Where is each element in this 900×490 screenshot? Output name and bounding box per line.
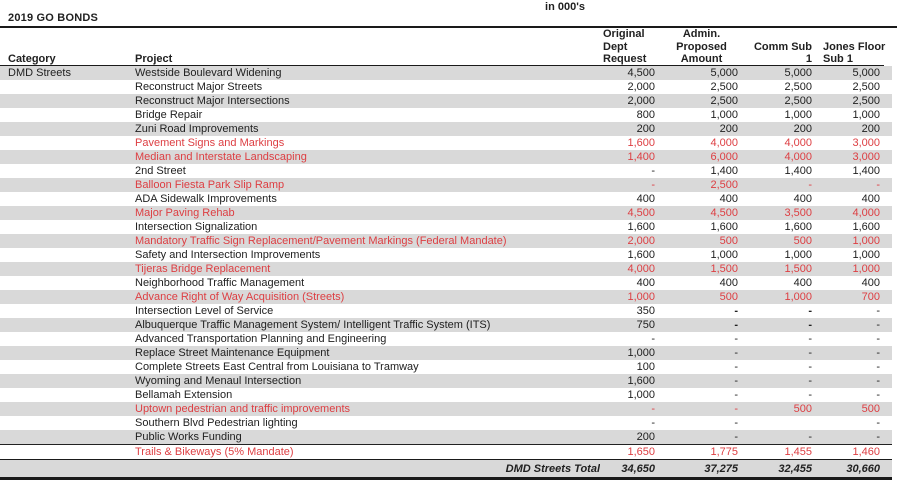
table-row — [0, 80, 892, 94]
project-cell: Trails & Bikeways (5% Mandate) — [135, 446, 294, 458]
value-cell: - — [876, 361, 880, 373]
value-cell: - — [808, 333, 812, 345]
header-line: Jones Floor — [823, 40, 886, 53]
value-cell — [746, 416, 820, 430]
project-cell: Neighborhood Traffic Management — [135, 277, 305, 289]
category-cell — [8, 164, 135, 178]
table-row — [0, 290, 892, 304]
table-row — [0, 234, 892, 248]
value-cell: 400 — [861, 193, 880, 205]
value-cell: 2,500 — [852, 95, 880, 107]
value-cell: 1,600 — [852, 221, 880, 233]
category-cell — [8, 430, 135, 444]
col-header-comm-sub-1: Comm Sub 1 — [753, 40, 812, 65]
value-cell: 3,000 — [852, 137, 880, 149]
category-cell — [8, 304, 135, 318]
total-row — [0, 459, 892, 480]
value-cell: - — [808, 179, 812, 191]
value-cell: 200 — [793, 123, 812, 135]
value-cell: 1,600 — [627, 221, 655, 233]
table-row — [0, 192, 892, 206]
table-rows — [0, 66, 892, 458]
project-cell: Uptown pedestrian and traffic improvements — [135, 403, 351, 415]
total-jones-floor-sub-1: 30,660 — [846, 462, 880, 475]
value-cell: 1,775 — [710, 446, 738, 458]
value-cell: 1,000 — [627, 291, 655, 303]
value-cell: - — [876, 347, 880, 359]
value-cell: - — [651, 179, 655, 191]
value-cell: 2,500 — [710, 95, 738, 107]
value-cell: 5,000 — [784, 67, 812, 79]
category-cell — [8, 388, 135, 402]
table-row — [0, 248, 892, 262]
value-cell: 500 — [793, 235, 812, 247]
value-cell: 1,600 — [627, 137, 655, 149]
col-header-project: Project — [135, 53, 173, 65]
value-cell: - — [876, 333, 880, 345]
project-cell: Intersection Level of Service — [135, 305, 274, 317]
value-cell: 1,500 — [710, 263, 738, 275]
value-cell: 500 — [719, 291, 738, 303]
table-row — [0, 304, 892, 318]
category-cell — [8, 136, 135, 150]
value-cell: 1,000 — [627, 389, 655, 401]
value-cell: - — [734, 375, 738, 387]
value-cell: - — [651, 333, 655, 345]
value-cell: - — [808, 319, 812, 331]
value-cell: 1,000 — [852, 249, 880, 261]
col-header-original-dept-request — [578, 28, 663, 66]
category-cell — [8, 192, 135, 206]
table-row — [0, 164, 892, 178]
units-note: in 000's — [545, 1, 585, 13]
category-cell — [8, 445, 135, 458]
value-cell: 1,460 — [852, 446, 880, 458]
value-cell: 6,000 — [710, 151, 738, 163]
table-row — [0, 108, 892, 122]
table-row — [0, 416, 892, 430]
category-cell: DMD Streets — [8, 67, 71, 79]
value-cell: 500 — [861, 403, 880, 415]
value-cell: 1,000 — [852, 109, 880, 121]
project-cell: Reconstruct Major Streets — [135, 81, 263, 93]
value-cell: 1,000 — [784, 249, 812, 261]
value-cell: - — [651, 417, 655, 429]
total-comm-sub-1: 32,455 — [778, 462, 812, 475]
project-cell: Intersection Signalization — [135, 221, 258, 233]
col-header-jones-floor-sub-1 — [820, 41, 892, 66]
table-row — [0, 402, 892, 416]
value-cell: 400 — [719, 193, 738, 205]
header-line: Original Dept — [603, 28, 645, 53]
value-cell: 1,000 — [784, 109, 812, 121]
total-label: DMD Streets Total — [505, 462, 600, 475]
project-cell: Zuni Road Improvements — [135, 123, 259, 135]
value-cell: 1,650 — [627, 446, 655, 458]
value-cell: 1,400 — [852, 165, 880, 177]
table-row — [0, 388, 892, 402]
category-cell — [8, 318, 135, 332]
value-cell: 1,400 — [710, 165, 738, 177]
table-row — [0, 346, 892, 360]
project-cell: Reconstruct Major Intersections — [135, 95, 290, 107]
header-line: Sub 1 — [823, 53, 853, 65]
category-cell — [8, 248, 135, 262]
value-cell: 5,000 — [710, 67, 738, 79]
category-cell — [8, 290, 135, 304]
table-row — [0, 66, 892, 80]
project-cell: Safety and Intersection Improvements — [135, 249, 321, 261]
category-cell — [8, 346, 135, 360]
value-cell: 4,000 — [852, 207, 880, 219]
project-cell: Complete Streets East Central from Louisiana to Tramway — [135, 361, 419, 373]
value-cell: 4,000 — [627, 263, 655, 275]
value-cell: - — [808, 347, 812, 359]
project-cell: Major Paving Rehab — [135, 207, 235, 219]
project-cell: Pavement Signs and Markings — [135, 137, 285, 149]
project-cell: Median and Interstate Landscaping — [135, 151, 307, 163]
category-cell — [8, 206, 135, 220]
header-line: Amount — [680, 53, 723, 65]
value-cell: 3,000 — [852, 151, 880, 163]
table-row — [0, 318, 892, 332]
value-cell: 1,600 — [710, 221, 738, 233]
category-cell — [8, 108, 135, 122]
category-cell — [8, 150, 135, 164]
value-cell: 1,000 — [852, 235, 880, 247]
value-cell: - — [734, 319, 738, 331]
category-cell — [8, 234, 135, 248]
value-cell: 400 — [636, 193, 655, 205]
value-cell: 2,500 — [710, 81, 738, 93]
value-cell: 4,000 — [784, 151, 812, 163]
page-title: 2019 GO BONDS — [8, 12, 99, 24]
value-cell: 500 — [793, 403, 812, 415]
value-cell: 1,400 — [784, 165, 812, 177]
value-cell: - — [876, 179, 880, 191]
project-cell: Tijeras Bridge Replacement — [135, 263, 271, 275]
col-header-admin-proposed-amount — [663, 28, 746, 66]
table-row — [0, 262, 892, 276]
value-cell: 1,600 — [627, 375, 655, 387]
value-cell: 4,000 — [710, 137, 738, 149]
category-cell — [8, 122, 135, 136]
value-cell: 2,000 — [627, 95, 655, 107]
value-cell: 1,455 — [784, 446, 812, 458]
category-cell — [8, 80, 135, 94]
project-cell: Southern Blvd Pedestrian lighting — [135, 417, 298, 429]
value-cell: - — [734, 347, 738, 359]
header-line: Request — [603, 53, 647, 65]
value-cell: 1,000 — [784, 291, 812, 303]
value-cell: 4,500 — [627, 67, 655, 79]
value-cell: 2,500 — [784, 95, 812, 107]
value-cell: 2,000 — [627, 235, 655, 247]
project-cell: Bridge Repair — [135, 109, 203, 121]
project-cell: ADA Sidewalk Improvements — [135, 193, 277, 205]
value-cell: 1,000 — [627, 347, 655, 359]
value-cell: 1,600 — [784, 221, 812, 233]
value-cell: 4,000 — [784, 137, 812, 149]
table-row — [0, 206, 892, 220]
value-cell: 1,400 — [627, 151, 655, 163]
header-line: Proposed — [676, 40, 727, 53]
project-cell: Westside Boulevard Widening — [135, 67, 282, 79]
total-original-dept-request: 34,650 — [621, 462, 655, 475]
value-cell: - — [876, 417, 880, 429]
value-cell: - — [876, 319, 880, 331]
project-cell: Public Works Funding — [135, 431, 242, 443]
value-cell: 2,000 — [627, 81, 655, 93]
value-cell: - — [734, 431, 738, 443]
value-cell: 200 — [719, 123, 738, 135]
category-cell — [8, 360, 135, 374]
total-admin-proposed-amount: 37,275 — [704, 462, 738, 475]
value-cell: 1,000 — [710, 249, 738, 261]
value-cell: 400 — [793, 277, 812, 289]
table-row — [0, 332, 892, 346]
category-cell — [8, 402, 135, 416]
table-row — [0, 430, 892, 444]
value-cell: - — [876, 375, 880, 387]
value-cell: 200 — [636, 123, 655, 135]
value-cell: 1,000 — [710, 109, 738, 121]
value-cell: - — [876, 431, 880, 443]
value-cell: - — [651, 165, 655, 177]
value-cell: - — [734, 403, 738, 415]
value-cell: 2,500 — [784, 81, 812, 93]
project-cell: Mandatory Traffic Sign Replacement/Pavement Markings (Federal Mandate) — [135, 235, 507, 247]
value-cell: 400 — [793, 193, 812, 205]
table-row — [0, 360, 892, 374]
project-cell: Advanced Transportation Planning and Engineering — [135, 333, 387, 345]
value-cell: - — [734, 389, 738, 401]
value-cell: 4,500 — [627, 207, 655, 219]
value-cell: - — [734, 305, 738, 317]
table-row — [0, 94, 892, 108]
value-cell: 100 — [636, 361, 655, 373]
category-cell — [8, 332, 135, 346]
value-cell: 750 — [636, 319, 655, 331]
value-cell: 350 — [636, 305, 655, 317]
value-cell: - — [651, 403, 655, 415]
value-cell: - — [808, 431, 812, 443]
category-cell — [8, 416, 135, 430]
table-row — [0, 276, 892, 290]
project-cell: Replace Street Maintenance Equipment — [135, 347, 330, 359]
category-cell — [8, 374, 135, 388]
value-cell: 1,000 — [852, 263, 880, 275]
value-cell: - — [808, 389, 812, 401]
value-cell: - — [734, 361, 738, 373]
value-cell: 4,500 — [710, 207, 738, 219]
value-cell: 500 — [719, 235, 738, 247]
project-cell: 2nd Street — [135, 165, 186, 177]
value-cell: - — [734, 417, 738, 429]
project-cell: Balloon Fiesta Park Slip Ramp — [135, 179, 285, 191]
value-cell: 2,500 — [852, 81, 880, 93]
value-cell: - — [808, 375, 812, 387]
category-cell — [8, 94, 135, 108]
value-cell: 5,000 — [852, 67, 880, 79]
header-line: Admin. — [682, 28, 721, 40]
category-cell — [8, 178, 135, 192]
value-cell: 800 — [636, 109, 655, 121]
value-cell: - — [876, 305, 880, 317]
value-cell: 200 — [636, 431, 655, 443]
value-cell: 400 — [861, 277, 880, 289]
value-cell: - — [808, 361, 812, 373]
table-row — [0, 374, 892, 388]
project-cell: Bellamah Extension — [135, 389, 233, 401]
table-header — [0, 28, 892, 65]
table-row — [0, 150, 892, 164]
value-cell: 200 — [861, 123, 880, 135]
col-header-category: Category — [8, 53, 56, 65]
project-cell: Advance Right of Way Acquisition (Streets) — [135, 291, 345, 303]
value-cell: - — [808, 305, 812, 317]
category-cell — [8, 276, 135, 290]
table-row — [0, 122, 892, 136]
table-row — [0, 220, 892, 234]
table-row — [0, 178, 892, 192]
value-cell: 1,500 — [784, 263, 812, 275]
value-cell: 3,500 — [784, 207, 812, 219]
table-row — [0, 136, 892, 150]
category-cell — [8, 220, 135, 234]
value-cell: 400 — [636, 277, 655, 289]
project-cell: Albuquerque Traffic Management System/ Intelligent Traffic System (ITS) — [135, 319, 491, 331]
category-cell — [8, 262, 135, 276]
value-cell: 400 — [719, 277, 738, 289]
value-cell: 2,500 — [710, 179, 738, 191]
value-cell: 1,600 — [627, 249, 655, 261]
project-cell: Wyoming and Menaul Intersection — [135, 375, 302, 387]
value-cell: 700 — [861, 291, 880, 303]
value-cell: - — [876, 389, 880, 401]
value-cell: - — [734, 333, 738, 345]
table-row — [0, 444, 892, 458]
